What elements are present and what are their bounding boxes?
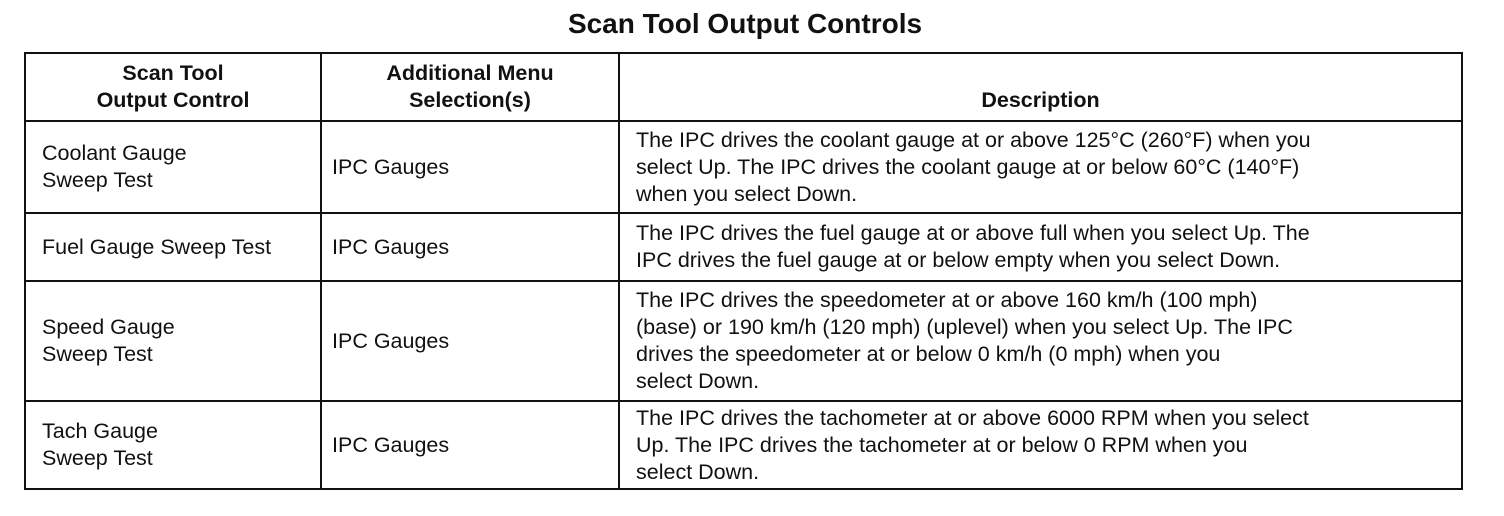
menu-selection-cell: IPC Gauges xyxy=(321,121,619,213)
header-row xyxy=(25,53,1462,121)
description-cell xyxy=(619,281,1462,401)
description-line: IPC drives the fuel gauge at or below empty when you select Down. xyxy=(636,248,1281,272)
output-control-cell xyxy=(25,121,321,213)
header-menu-selection xyxy=(321,53,619,121)
output-control-line1: Tach Gauge xyxy=(42,419,158,443)
description-cell xyxy=(619,401,1462,489)
description-line: (base) or 190 km/h (120 mph) (uplevel) when you select Up. The IPC xyxy=(636,315,1293,339)
output-control-line1: Coolant Gauge xyxy=(42,141,187,165)
description-line: The IPC drives the speedometer at or above 160 km/h (100 mph) xyxy=(636,288,1258,312)
header-output-control-line2: Output Control xyxy=(96,88,250,112)
description-line: select Down. xyxy=(636,459,760,484)
header-description: Description xyxy=(619,53,1462,121)
description-line: select Up. The IPC drives the coolant gauge at or below 60°C (140°F) xyxy=(636,154,1300,179)
menu-selection-cell: IPC Gauges xyxy=(321,401,619,489)
output-control-line2: Sweep Test xyxy=(42,168,153,192)
description-line: The IPC drives the fuel gauge at or above full when you select Up. The xyxy=(636,221,1310,245)
output-control-line2: Sweep Test xyxy=(42,446,153,470)
description-line: select Down. xyxy=(636,369,760,393)
page-title: Scan Tool Output Controls xyxy=(567,8,923,39)
description-cell xyxy=(619,121,1462,213)
table-row xyxy=(25,121,1462,213)
menu-selection-cell: IPC Gauges xyxy=(321,213,619,281)
description-line: drives the speedometer at or below 0 km/h (0 mph) when you xyxy=(636,342,1221,366)
description-line: The IPC drives the coolant gauge at or above 125°C (260°F) when you xyxy=(636,127,1311,152)
header-output-control xyxy=(25,53,321,121)
output-control-line1: Fuel Gauge Sweep Test xyxy=(42,234,272,259)
description-line: The IPC drives the tachometer at or above 6000 RPM when you select xyxy=(636,405,1309,430)
output-control-cell xyxy=(25,401,321,489)
header-menu-selection-line2: Selection(s) xyxy=(409,88,531,112)
description-line: Up. The IPC drives the tachometer at or below 0 RPM when you xyxy=(636,432,1248,457)
description-line: when you select Down. xyxy=(636,181,858,206)
table-row xyxy=(25,213,1462,281)
output-control-line1: Speed Gauge xyxy=(42,315,175,339)
table-row xyxy=(25,281,1462,401)
output-controls-table xyxy=(24,52,1463,490)
table-row xyxy=(25,401,1462,489)
header-menu-selection-line1: Additional Menu xyxy=(386,61,554,85)
header-output-control-line1: Scan Tool xyxy=(122,61,224,85)
output-control-cell xyxy=(25,213,321,281)
description-cell xyxy=(619,213,1462,281)
output-control-line2: Sweep Test xyxy=(42,342,153,366)
output-control-cell xyxy=(25,281,321,401)
menu-selection-cell: IPC Gauges xyxy=(321,281,619,401)
